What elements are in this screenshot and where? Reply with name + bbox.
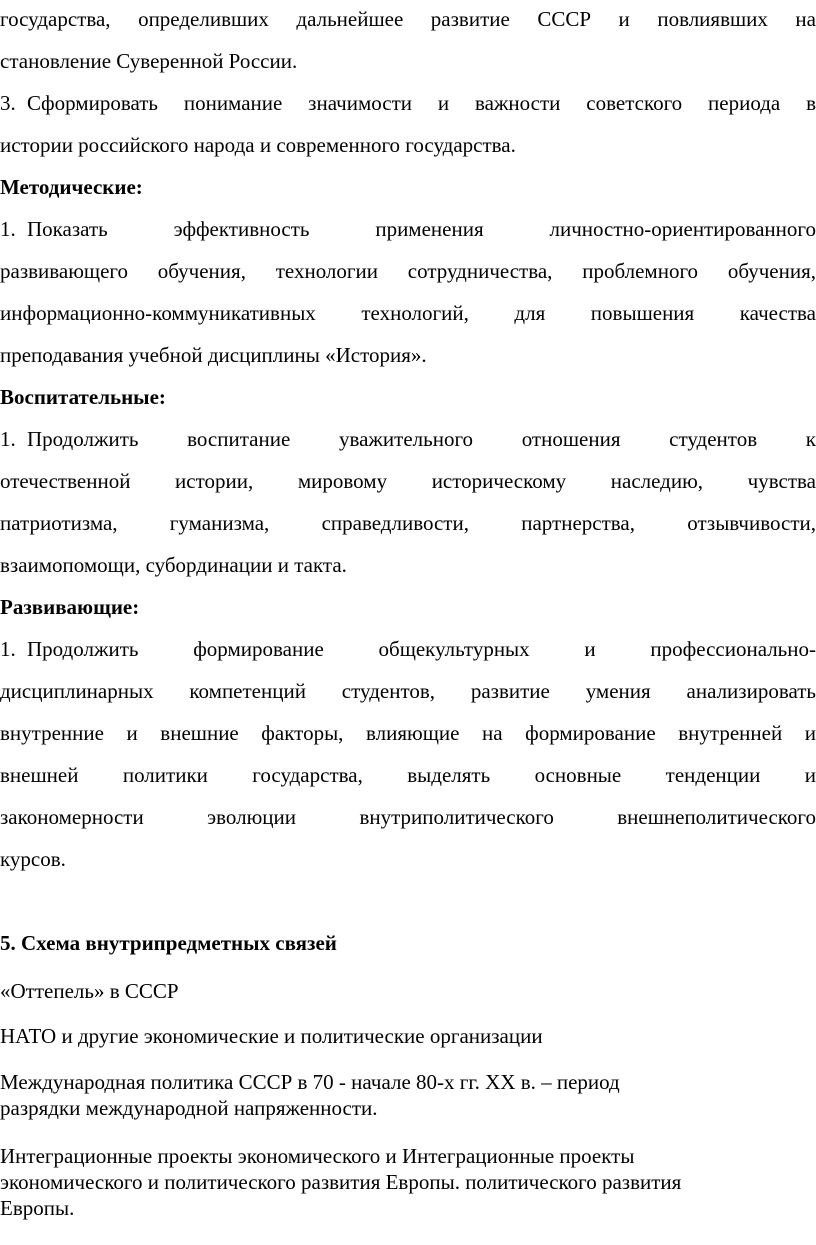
list-number: 1.: [0, 637, 16, 661]
list-item: экономического и политического развития Европы. политического развития: [0, 1170, 682, 1194]
text-line: закономерности эволюции внутриполитического внешнеполитического: [0, 805, 816, 829]
list-item-3: [0, 90, 816, 116]
section-heading-developing: Развивающие:: [0, 595, 140, 619]
list-item-text: Сформировать понимание значимости и важности советского периода в: [27, 91, 816, 115]
text-line: государства, определивших дальнейшее развитие СССР и повлиявших на: [0, 7, 816, 31]
list-item: «Оттепель» в СССР: [0, 979, 179, 1003]
list-item-1: [0, 636, 816, 662]
text-line: информационно-коммуникативных технологий, для повышения качества: [0, 301, 816, 325]
text-line: развивающего обучения, технологии сотрудничества, проблемного обучения,: [0, 259, 816, 283]
text-line: становление Суверенной России.: [0, 49, 298, 73]
list-item: НАТО и другие экономические и политические организации: [0, 1024, 543, 1048]
text-line: преподавания учебной дисциплины «История».: [0, 343, 427, 367]
text-line: отечественной истории, мировому историческому наследию, чувства: [0, 469, 816, 493]
text-line: истории российского народа и современного государства.: [0, 133, 516, 157]
list-item: Международная политика СССР в 70 - начале 80-х гг. XX в. – период: [0, 1070, 620, 1094]
text-line: внутренние и внешние факторы, влияющие на формирование внутренней и: [0, 721, 816, 745]
text-line: внешней политики государства, выделять основные тенденции и: [0, 763, 816, 787]
list-item-text: Продолжить формирование общекультурных и профессионально-: [27, 637, 816, 661]
section-heading-educational: Воспитательные:: [0, 385, 166, 409]
list-item: разрядки международной напряженности.: [0, 1096, 378, 1120]
list-item: Европы.: [0, 1196, 75, 1220]
list-item: Интеграционные проекты экономического и Интеграционные проекты: [0, 1144, 635, 1168]
list-item-1: [0, 216, 816, 242]
list-item-text: Показать эффективность применения личностно-ориентированного: [27, 217, 816, 241]
text-line: курсов.: [0, 847, 66, 871]
text-line: патриотизма, гуманизма, справедливости, партнерства, отзывчивости,: [0, 511, 816, 535]
list-number: 1.: [0, 427, 16, 451]
text-line: взаимопомощи, субординации и такта.: [0, 553, 347, 577]
list-number: 3.: [0, 91, 16, 115]
text-line: дисциплинарных компетенций студентов, развитие умения анализировать: [0, 679, 816, 703]
list-item-text: Продолжить воспитание уважительного отношения студентов к: [27, 427, 816, 451]
list-item-1: [0, 426, 816, 452]
list-number: 1.: [0, 217, 16, 241]
section-heading-methodical: Методические:: [0, 175, 143, 199]
section-heading-5: 5. Схема внутрипредметных связей: [0, 931, 337, 955]
